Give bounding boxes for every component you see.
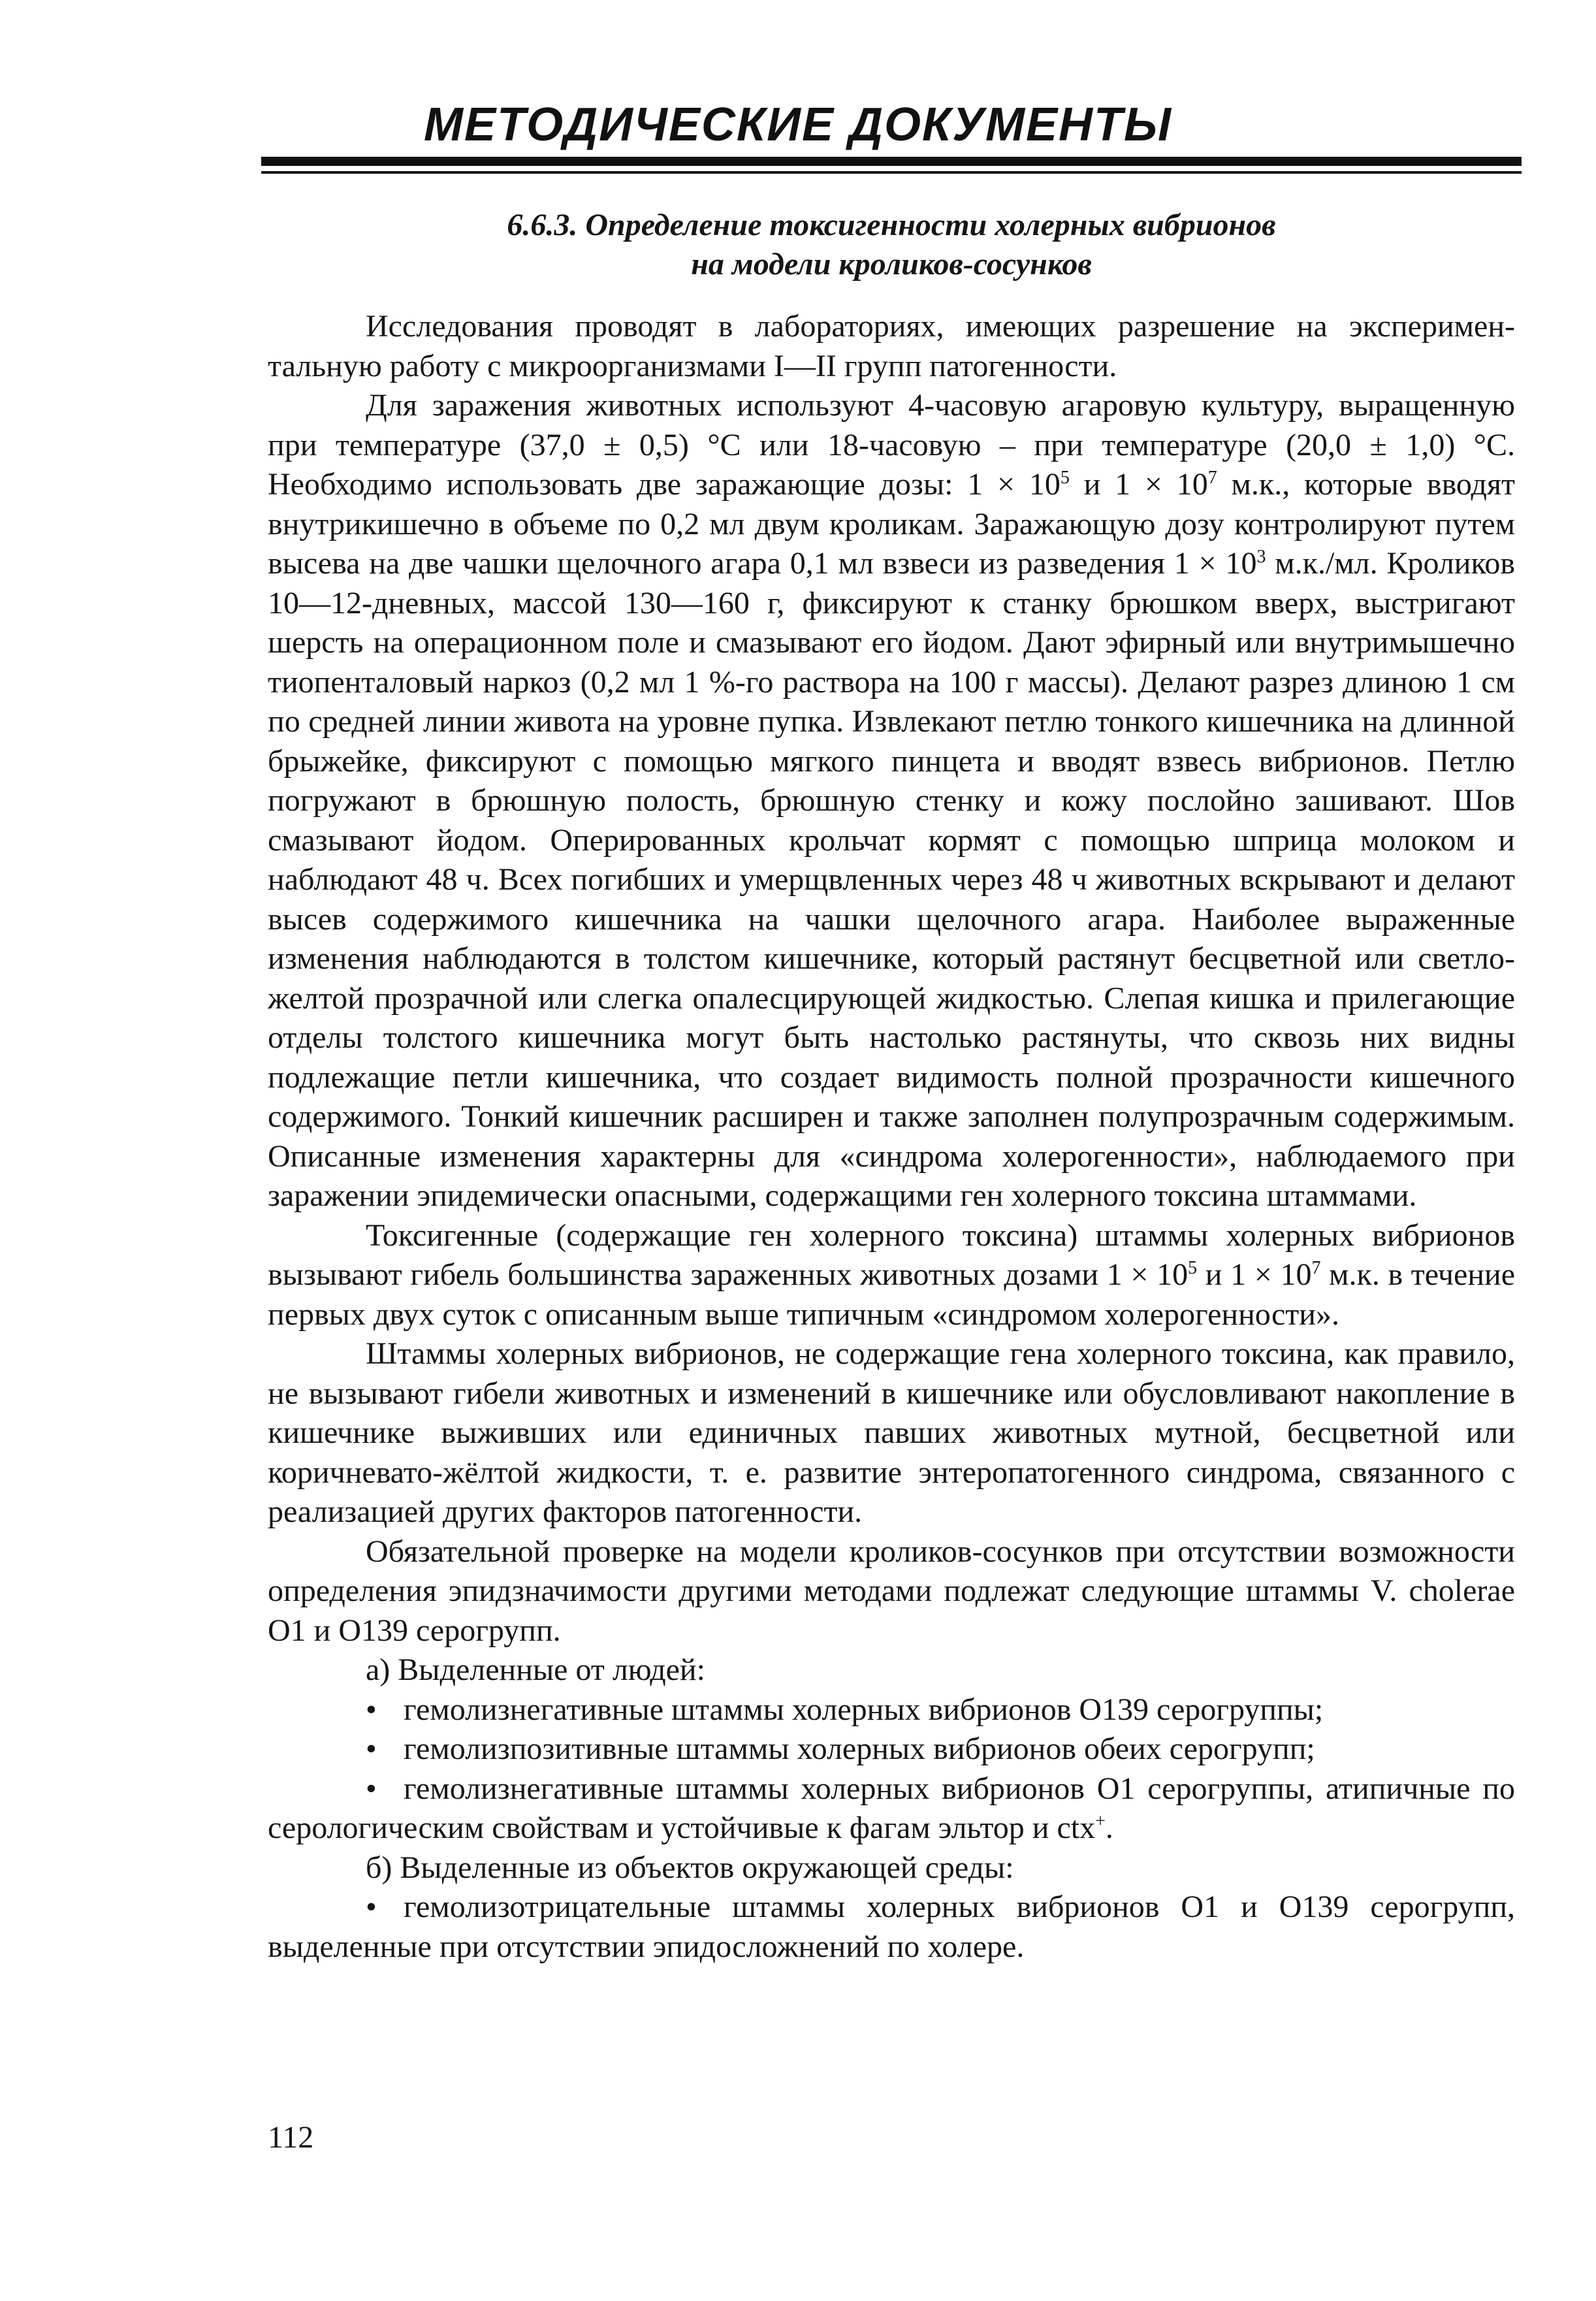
section-title-line-1: 6.6.3. Определение токсигенности холерных вибрионов bbox=[507, 208, 1276, 242]
running-title: МЕТОДИЧЕСКИЕ ДОКУМЕНТЫ bbox=[424, 99, 1172, 151]
paragraph-3 bbox=[268, 1216, 1515, 1335]
list-item bbox=[268, 1730, 1515, 1769]
bullet-icon: • bbox=[366, 1771, 377, 1806]
bullet-icon: • bbox=[366, 1731, 377, 1766]
list-item-text: гемолизнегативные штаммы холерных вибрионов O139 серогруппы; bbox=[404, 1692, 1324, 1727]
list-item-text: гемолизотрицательные штаммы холерных вибрионов O1 и O139 серогрупп, выделенные при отсутствии эпидосложнений по холере. bbox=[268, 1890, 1515, 1964]
paragraph-5 bbox=[268, 1532, 1515, 1651]
paragraph-3-text-c: м.к. в течение первых двух суток с описанным выше типичным «синдромом холерогенности». bbox=[268, 1257, 1515, 1332]
subheading-b-text: б) Выделенные из объектов окружающей среды: bbox=[366, 1850, 1014, 1885]
bullet-icon: • bbox=[366, 1890, 377, 1924]
subheading-a-text: а) Выделенные от людей: bbox=[366, 1652, 705, 1687]
paragraph-3-text-b: и 1 × 10 bbox=[1197, 1257, 1312, 1292]
paragraph-4-text: Штаммы холерных вибрионов, не содержащие гена холерного токсина, как правило, не вызывают гибели животных и изменений в кишечнике или обусловливают накопление в кишечнике выживших или единичных павших животных мутной, бесцветной или коричневато-жёлтой жидкости, т. е. развитие энтеропатогенного синдрома, связанного с реализацией других факторов патогенности. bbox=[268, 1336, 1515, 1529]
list-item bbox=[268, 1888, 1515, 1967]
header-rule-thin bbox=[261, 171, 1522, 174]
subheading-b bbox=[268, 1848, 1515, 1888]
page-number: 112 bbox=[268, 2120, 314, 2155]
paragraph-3-text-a: Токсигенные (содержащие ген холерного токсина) штаммы холерных вибрионов вызывают гибель большинства зараженных животных дозами 1 × 10 bbox=[268, 1217, 1515, 1292]
paragraph-1 bbox=[268, 307, 1515, 386]
exponent: 5 bbox=[1060, 468, 1070, 488]
list-item-text: гемолизнегативные штаммы холерных вибрионов O1 серогруппы, атипичные по серологическим свойствам и устойчивые к фагам эльтор и ctx bbox=[268, 1771, 1515, 1845]
paragraph-1-text: Исследования проводят в лабораториях, имеющих разрешение на экспериментальную работу с микроорганизмами I—II групп патогенности. bbox=[268, 309, 1515, 383]
superscript: + bbox=[1095, 1811, 1106, 1831]
paragraph-2-text-b: и 1 × 10 bbox=[1069, 467, 1208, 502]
paragraph-2-text-d: м.к./мл. Кроликов 10—12-дневных, массой 130—160 г, фиксируют к станку брюшком вверх, выстригают шерсть на операционном поле и смазывают его йодом. Дают эфирный или внутримышечно тиопенталовый наркоз (0,2 мл 1 %-го раствора на 100 г массы). Делают разрез длиною 1 см по средней линии живота на уровне пупка. Извлекают петлю тонкого кишечника на длинной брыжейке, фиксируют с помощью мягкого пинцета и вводят взвесь вибрионов. Петлю погружают в брюшную полость, брюшную стенку и кожу послойно зашивают. Шов смазывают йодом. Оперированных крольчат кормят с помощью шприца молоком и наблюдают 48 ч. Всех погибших и умерщвленных через 48 ч животных вскрывают и делают высев содержимого кишечника на чашки щелочного агара. Наиболее выраженные изменения наблюдаются в толстом кишечнике, который растянут бесцветной или светло-желтой прозрачной или слегка опалесцирующей жидкостью. Слепая кишка и прилегающие отделы толстого кишечника могут быть настолько растянуты, что сквозь них видны подлежащие петли кишечника, что создает видимость полной прозрачности кишечного содержимого. Тонкий кишечник расширен и также заполнен полупрозрачным содержимым. Описанные изменения характерны для «синдрома холерогенности», наблюдаемого при заражении эпидемически опасными, содержащими ген холерного токсина штаммами. bbox=[268, 546, 1516, 1213]
exponent: 5 bbox=[1188, 1258, 1198, 1278]
section-title-line-2: на модели кроликов-сосунков bbox=[691, 247, 1092, 282]
section-title bbox=[268, 206, 1515, 284]
bullet-icon: • bbox=[366, 1692, 377, 1727]
paragraph-2-text-c: м.к., которые вводят внутрикишечно в объеме по 0,2 мл двум кроликам. Заражающую дозу контролируют путем высева на две чашки щелочного агара 0,1 мл взвеси из разведения 1 × 10 bbox=[268, 467, 1515, 581]
list-item-text: гемолизпозитивные штаммы холерных вибрионов обеих серогрупп; bbox=[404, 1731, 1315, 1766]
exponent: 3 bbox=[1256, 547, 1266, 567]
paragraph-5-text: Обязательной проверке на модели кроликов-сосунков при отсутствии возможности определения эпидзначимости другими методами подлежат следующие штаммы V. cholerae O1 и O139 серогрупп. bbox=[268, 1534, 1515, 1648]
paragraph-2-text-a: Для заражения животных используют 4-часовую агаровую культуру, выращенную при температуре (37,0 ± 0,5) °С или 18-часовую – при температуре (20,0 ± 1,0) °С. Необходимо использовать две заражающие дозы: 1 × 10 bbox=[268, 388, 1515, 502]
subheading-a bbox=[268, 1650, 1515, 1690]
page-body bbox=[268, 206, 1515, 1967]
exponent: 7 bbox=[1207, 468, 1217, 488]
paragraph-2 bbox=[268, 386, 1515, 1216]
paragraph-4 bbox=[268, 1334, 1515, 1532]
header-rule-thick bbox=[261, 157, 1522, 166]
list-item bbox=[268, 1769, 1515, 1848]
list-item-text-end: . bbox=[1105, 1810, 1113, 1845]
exponent: 7 bbox=[1311, 1258, 1321, 1278]
list-item bbox=[268, 1690, 1515, 1730]
